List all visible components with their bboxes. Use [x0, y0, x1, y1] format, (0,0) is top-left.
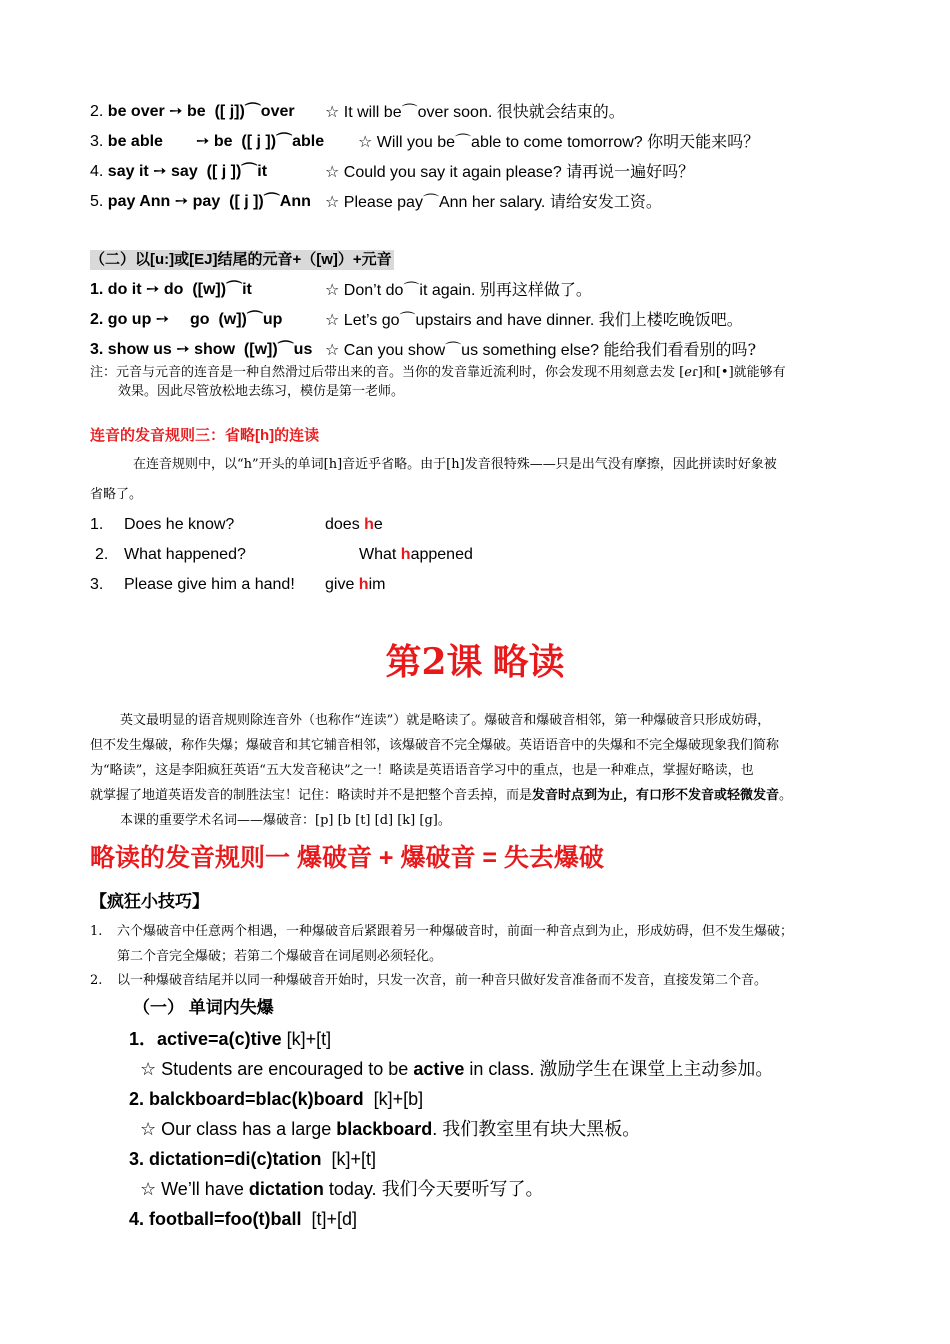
lesson-title: 第2课 略读 [385, 641, 565, 683]
lesson-para-line-1: 英文最明显的语音规则除连音外（也称作“连读”）就是略读了。爆破音和爆破音相邻，第一种爆破音只形成妨碍， [120, 713, 771, 728]
tips-heading: 【疯狂小技巧】 [90, 892, 209, 911]
lesson-para-line-3: 为“略读”，这是李阳疯狂英语“五大发音秘诀”之一！略读是英语语音学习中的重点，也是一种难点，掌握好略读，也 [90, 763, 754, 778]
section-heading-2: （二）以[u:]或[EJ]结尾的元音+（[w]）+元音 [90, 251, 392, 268]
word-4-head: 4. football=foo(t)ball [t]+[d] [129, 1209, 358, 1229]
word-3-head: 3. dictation=di(c)tation [k]+[t] [129, 1149, 377, 1169]
word-3-sentence: ☆ We’ll have dictation today. 我们今天要听写了。 [140, 1179, 544, 1200]
word-2-head: 2. balckboard=blac(k)board [k]+[b] [129, 1089, 424, 1109]
rule3-para-line-2: 省略了。 [90, 487, 143, 502]
word-1-head: 1．active=a(c)tive [k]+[t] [129, 1029, 332, 1049]
lesson-para-line-2: 但不发生爆破，称作失爆；爆破音和其它辅音相邻，该爆破音不完全爆破。英语语音中的失爆和不完全爆破现象我们简称 [90, 738, 780, 753]
rule3-para-line-1: 在连音规则中，以“h”开头的单词[h]音近乎省略。由于[h]发音很特殊——只是出气没有摩擦，因此拼读时好象被 [133, 457, 777, 472]
rule3-title: 连音的发音规则三：省略[h]的连读 [90, 427, 320, 444]
rule-heading: 略读的发音规则一 爆破音 + 爆破音 = 失去爆破 [90, 844, 604, 872]
tip-1-line-2: 第二个音完全爆破；若第二个爆破音在词尾则必须轻化。 [117, 949, 443, 964]
terms-line: 本课的重要学术名词——爆破音：[p] [b [t] [d] [k] [g]。 [120, 813, 451, 828]
word-1-sentence: ☆ Students are encouraged to be active in class. 激励学生在课堂上主动参加。 [140, 1059, 774, 1080]
lesson-para-line-4: 就掌握了地道英语发音的制胜法宝！记住：略读时并不是把整个音丢掉，而是发音时点到为止，有口形不发音或轻微发音。 [90, 788, 793, 803]
word-2-sentence: ☆ Our class has a large blackboard. 我们教室里有块大黑板。 [140, 1119, 641, 1140]
sub-heading: （一） 单词内失爆 [133, 998, 274, 1017]
note-line-2: 效果。因此尽管放松地去练习，模仿是第一老师。 [118, 384, 405, 399]
note-line-1: 注：元音与元音的连音是一种自然滑过后带出来的音。当你的发音靠近流利时，你会发现不用刻意去发 [ℯɾ]和[•]就能够有 [90, 365, 786, 380]
